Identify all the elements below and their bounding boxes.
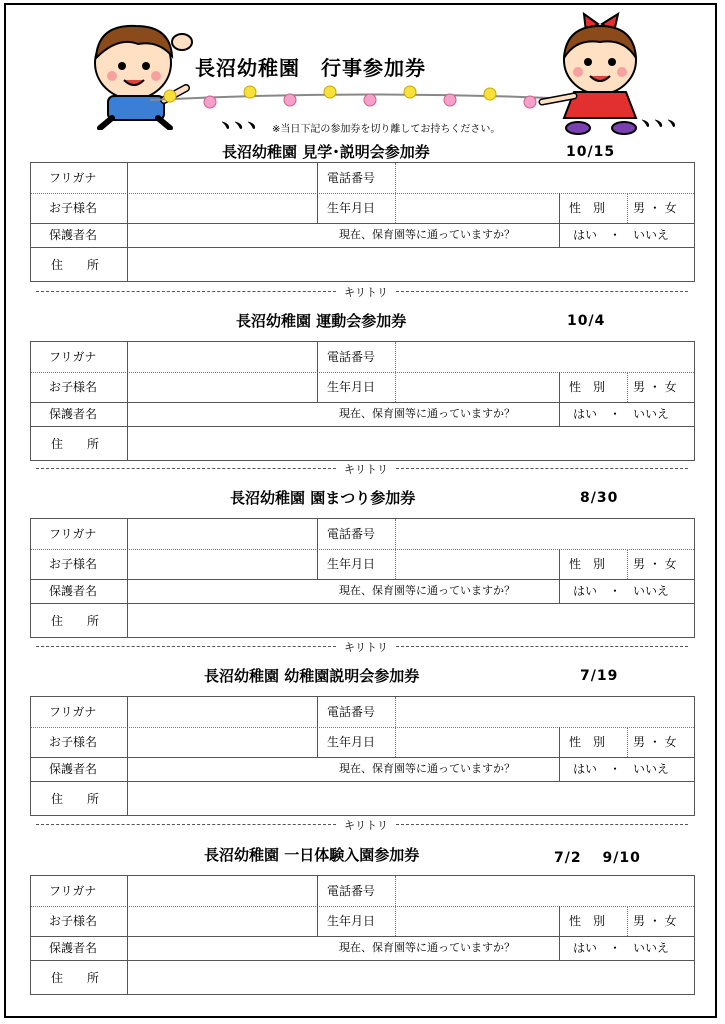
col-divider [627, 372, 628, 402]
col-divider [627, 727, 628, 757]
col-divider [559, 906, 560, 960]
guardian-label: 保護者名 [49, 584, 98, 598]
yes-no-options: はい ・ いいえ [573, 407, 670, 421]
col-divider [559, 549, 560, 603]
cut-label: キリトリ [336, 639, 396, 655]
ticket-date: 10/15 [566, 144, 616, 160]
birthdate-field[interactable] [396, 550, 559, 579]
phone-field[interactable] [396, 876, 694, 906]
girl-illustration-icon [528, 10, 658, 135]
address-field[interactable] [128, 604, 694, 638]
phone-label: 電話番号 [327, 705, 376, 719]
cut-dash-left [36, 468, 336, 469]
header-banner [0, 0, 725, 140]
col-divider [317, 342, 318, 402]
ticket-form [30, 518, 695, 638]
yes-no-options: はい ・ いいえ [573, 584, 670, 598]
gender-label: 性 別 [569, 380, 606, 394]
furigana-field[interactable] [128, 697, 317, 727]
child-name-label: お子様名 [49, 380, 98, 394]
guardian-label: 保護者名 [49, 762, 98, 776]
ticket-date: 7/2 9/10 [554, 850, 641, 866]
cut-line [36, 818, 688, 832]
furigana-label: フリガナ [49, 705, 97, 719]
address-field[interactable] [128, 427, 694, 461]
cut-dash-right [396, 824, 688, 825]
guardian-field[interactable] [128, 403, 317, 426]
phone-field[interactable] [396, 163, 694, 193]
birthdate-label: 生年月日 [327, 735, 376, 749]
col-divider [559, 372, 560, 426]
address-field[interactable] [128, 782, 694, 816]
furigana-field[interactable] [128, 519, 317, 549]
ticket-date: 7/19 [580, 668, 619, 684]
cut-dash-left [36, 824, 336, 825]
gender-options: 男 ・ 女 [633, 201, 677, 215]
phone-label: 電話番号 [327, 527, 376, 541]
gender-label: 性 別 [569, 914, 606, 928]
decoration-ticks: ﹅﹅﹅ [640, 117, 679, 130]
furigana-label: フリガナ [49, 884, 97, 898]
guardian-label: 保護者名 [49, 941, 98, 955]
cut-dash-left [36, 646, 336, 647]
col-divider [559, 727, 560, 781]
birthdate-field[interactable] [396, 373, 559, 402]
cut-label: キリトリ [336, 461, 396, 477]
furigana-field[interactable] [128, 163, 317, 193]
cut-line [36, 640, 688, 654]
furigana-field[interactable] [128, 876, 317, 906]
gender-label: 性 別 [569, 735, 606, 749]
ticket-date: 10/4 [567, 313, 606, 329]
cut-dash-right [396, 291, 688, 292]
col-divider [317, 876, 318, 936]
ticket-title: 長沼幼稚園 園まつり参加券 [230, 489, 416, 507]
col-divider [317, 163, 318, 223]
col-divider [559, 193, 560, 247]
address-label: 住 所 [51, 258, 100, 272]
address-field[interactable] [128, 961, 694, 995]
ticket-title: 長沼幼稚園 見学･説明会参加券 [222, 143, 430, 161]
furigana-label: フリガナ [49, 171, 97, 185]
col-divider [627, 193, 628, 223]
yes-no-options: はい ・ いいえ [573, 941, 670, 955]
ticket-date: 8/30 [580, 490, 619, 506]
ticket-form [30, 696, 695, 816]
col-divider [317, 519, 318, 579]
header-note: ※当日下記の参加券を切り離してお持ちください。 [272, 124, 501, 135]
birthdate-field[interactable] [396, 907, 559, 936]
cut-label: キリトリ [336, 817, 396, 833]
phone-field[interactable] [396, 519, 694, 549]
cut-label: キリトリ [336, 284, 396, 300]
birthdate-field[interactable] [396, 194, 559, 223]
ticket-title: 長沼幼稚園 幼稚園説明会参加券 [204, 667, 420, 685]
gender-options: 男 ・ 女 [633, 557, 677, 571]
guardian-field[interactable] [128, 580, 317, 603]
ticket-title: 長沼幼稚園 運動会参加券 [236, 312, 407, 330]
child-name-field[interactable] [128, 194, 317, 223]
child-name-label: お子様名 [49, 735, 98, 749]
decoration-ticks: ﹅﹅﹅ [220, 119, 259, 132]
phone-field[interactable] [396, 697, 694, 727]
child-name-field[interactable] [128, 373, 317, 402]
ticket-title: 長沼幼稚園 一日体験入園参加券 [204, 846, 420, 864]
address-label: 住 所 [51, 971, 100, 985]
phone-label: 電話番号 [327, 171, 376, 185]
guardian-label: 保護者名 [49, 407, 98, 421]
nursery-question: 現在、保育園等に通っていますか？ [339, 762, 515, 775]
address-label: 住 所 [51, 792, 100, 806]
nursery-question: 現在、保育園等に通っていますか？ [339, 941, 515, 954]
furigana-label: フリガナ [49, 527, 97, 541]
gender-options: 男 ・ 女 [633, 735, 677, 749]
birthdate-label: 生年月日 [327, 914, 376, 928]
child-name-field[interactable] [128, 550, 317, 579]
birthdate-label: 生年月日 [327, 380, 376, 394]
cut-line [36, 462, 688, 476]
col-divider [317, 697, 318, 757]
ticket-form [30, 162, 695, 282]
child-name-field[interactable] [128, 907, 317, 936]
col-divider [627, 906, 628, 936]
ticket-form [30, 875, 695, 995]
nursery-question: 現在、保育園等に通っていますか？ [339, 407, 515, 420]
child-name-field[interactable] [128, 728, 317, 757]
phone-field[interactable] [396, 342, 694, 372]
guardian-field[interactable] [128, 224, 317, 247]
gender-label: 性 別 [569, 201, 606, 215]
furigana-field[interactable] [128, 342, 317, 372]
col-divider [627, 549, 628, 579]
gender-options: 男 ・ 女 [633, 914, 677, 928]
cut-dash-left [36, 291, 336, 292]
address-field[interactable] [128, 248, 694, 282]
child-name-label: お子様名 [49, 557, 98, 571]
gender-options: 男 ・ 女 [633, 380, 677, 394]
phone-label: 電話番号 [327, 350, 376, 364]
child-name-label: お子様名 [49, 201, 98, 215]
address-label: 住 所 [51, 614, 100, 628]
birthdate-label: 生年月日 [327, 557, 376, 571]
yes-no-options: はい ・ いいえ [573, 762, 670, 776]
birthdate-field[interactable] [396, 728, 559, 757]
guardian-field[interactable] [128, 758, 317, 781]
birthdate-label: 生年月日 [327, 201, 376, 215]
cut-dash-right [396, 646, 688, 647]
flower-garland-icon [150, 80, 550, 114]
phone-label: 電話番号 [327, 884, 376, 898]
yes-no-options: はい ・ いいえ [573, 228, 670, 242]
address-label: 住 所 [51, 437, 100, 451]
cut-dash-right [396, 468, 688, 469]
child-name-label: お子様名 [49, 914, 98, 928]
header-title: 長沼幼稚園 行事参加券 [195, 56, 426, 80]
nursery-question: 現在、保育園等に通っていますか？ [339, 228, 515, 241]
guardian-label: 保護者名 [49, 228, 98, 242]
cut-line [36, 285, 688, 299]
ticket-form [30, 341, 695, 461]
gender-label: 性 別 [569, 557, 606, 571]
nursery-question: 現在、保育園等に通っていますか？ [339, 584, 515, 597]
guardian-field[interactable] [128, 937, 317, 960]
furigana-label: フリガナ [49, 350, 97, 364]
